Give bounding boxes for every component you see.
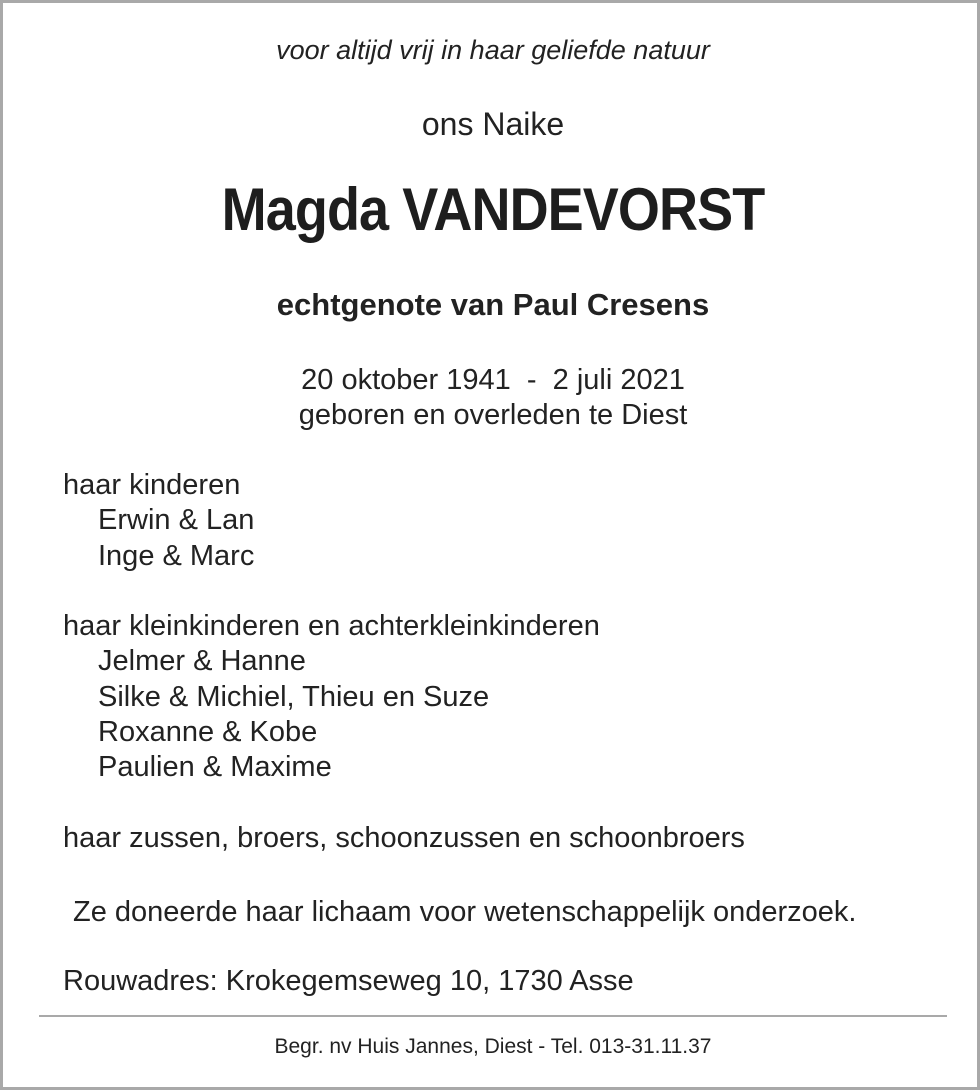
list-item: Silke & Michiel, Thieu en Suze <box>98 680 490 713</box>
grandchildren-heading: haar kleinkinderen en achterkleinkinderen <box>63 610 600 642</box>
life-dates: 20 oktober 1941 - 2 juli 2021 <box>301 364 685 396</box>
children-heading: haar kinderen <box>63 469 241 501</box>
list-item: Erwin & Lan <box>98 504 255 537</box>
footer-divider <box>39 1015 947 1017</box>
grandchildren-section <box>63 609 600 785</box>
list-item: Inge & Marc <box>98 539 255 572</box>
motto: voor altijd vrij in haar geliefde natuur <box>276 35 710 65</box>
list-item: Roxanne & Kobe <box>98 715 318 748</box>
spouse-line: echtgenote van Paul Cresens <box>276 287 710 322</box>
siblings-line: haar zussen, broers, schoonzussen en schoonbroers <box>63 822 745 854</box>
list-item: Paulien & Maxime <box>98 751 332 784</box>
funeral-home-footer: Begr. nv Huis Jannes, Diest - Tel. 013-31.11.37 <box>274 1035 712 1058</box>
children-section <box>63 468 254 574</box>
deceased-name: Magda VANDEVORST <box>221 176 765 243</box>
intro-line: ons Naike <box>421 106 565 142</box>
mourning-address: Rouwadres: Krokegemseweg 10, 1730 Asse <box>63 965 634 997</box>
list-item: Jelmer & Hanne <box>98 645 306 678</box>
donation-note: Ze doneerde haar lichaam voor wetenschappelijk onderzoek. <box>73 896 857 928</box>
birth-death-place: geboren en overleden te Diest <box>298 399 688 431</box>
